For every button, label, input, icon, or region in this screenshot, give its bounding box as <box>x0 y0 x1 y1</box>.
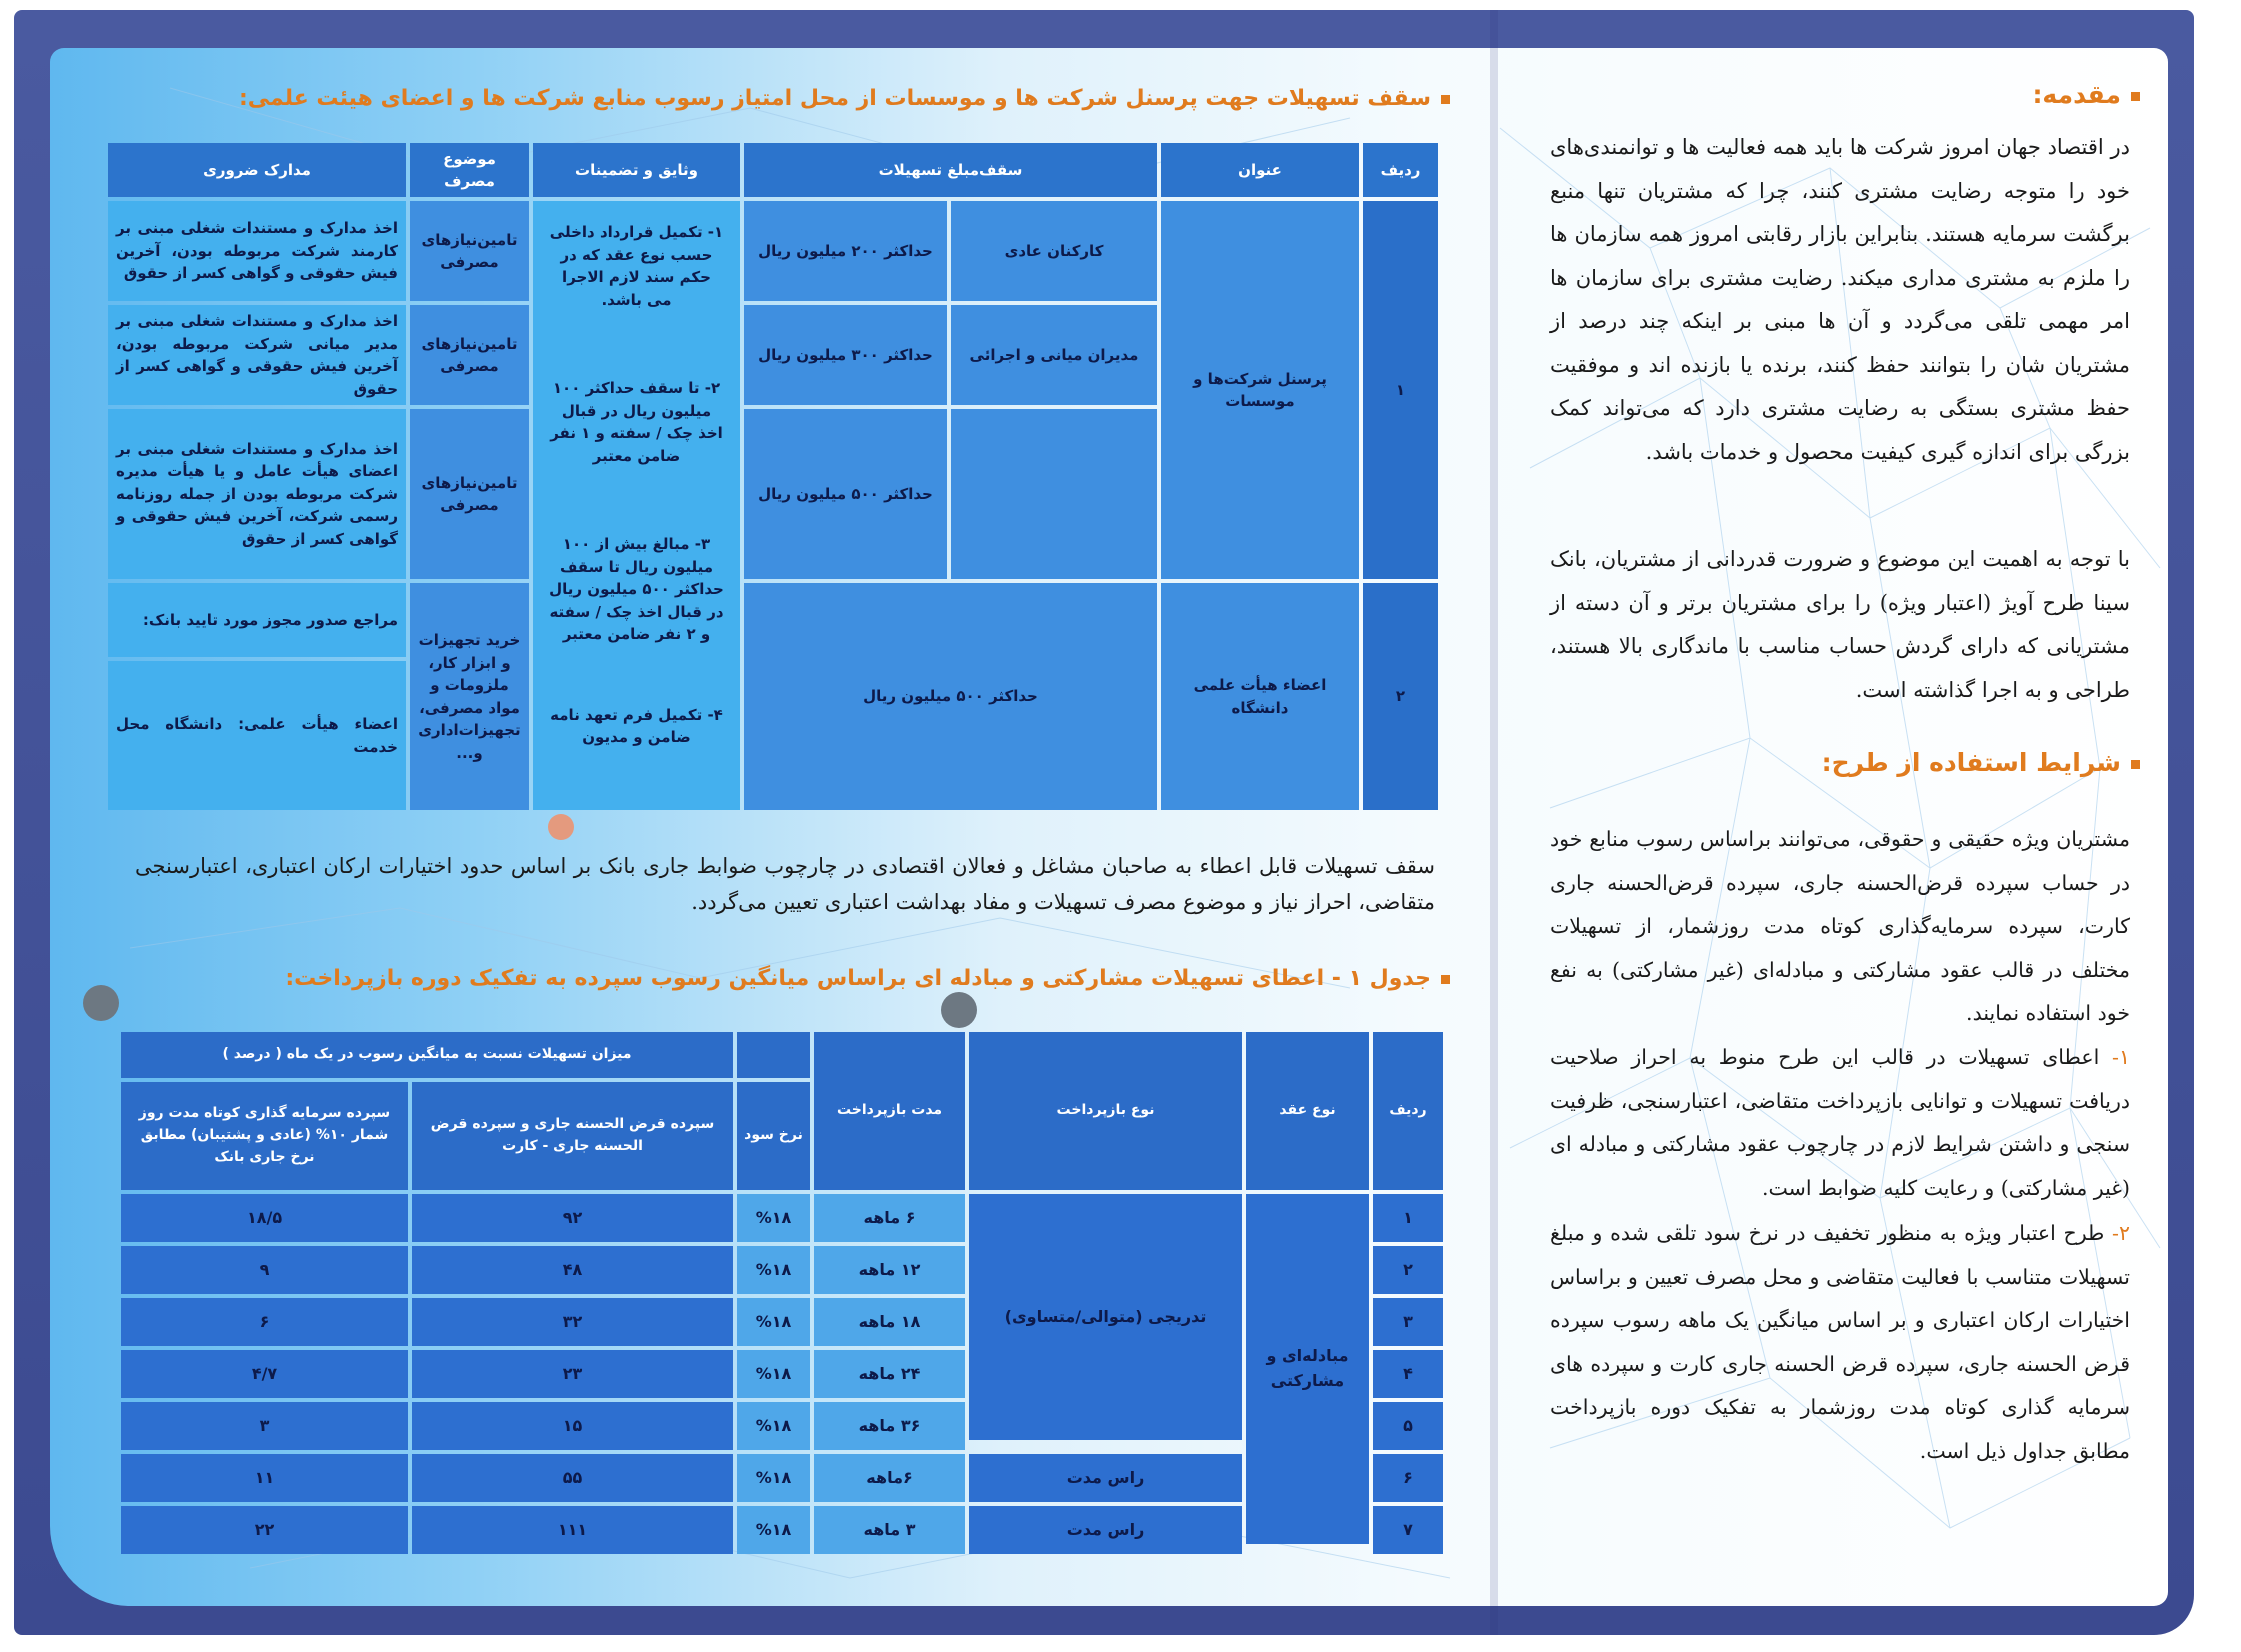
t1-usage-4: خرید تجهیزات و ابزار کار، ملزومات و مواد مصرفی، تجهیزات‌اداری و... <box>410 583 529 810</box>
t2-cell-period: ۱۲ ماهه <box>814 1246 965 1294</box>
t2-cell-rate: %۱۸ <box>737 1402 810 1450</box>
t2-cell-inv: ۶ <box>121 1298 408 1346</box>
t2-cell-rate: %۱۸ <box>737 1194 810 1242</box>
t2-cell-period: ۲۴ ماهه <box>814 1350 965 1398</box>
t2-cell-qh: ۳۲ <box>412 1298 733 1346</box>
t2-cell-rate: %۱۸ <box>737 1246 810 1294</box>
item-number: ۲- <box>2112 1221 2130 1245</box>
t1-row2-amount: حداکثر ۵۰۰ میلیون ریال <box>744 583 1157 810</box>
table2-title: جدول ۱ - اعطای تسهیلات مشارکتی و مبادله ای براساس میانگین رسوب سپرده به تفکیک دوره بازپرداخت: <box>330 966 1450 991</box>
bullet-square-icon <box>1441 95 1450 104</box>
t2-cell-period: ۳ ماهه <box>814 1506 965 1554</box>
t2-cell-num: ۴ <box>1373 1350 1443 1398</box>
t1-sub-regular-staff: کارکنان عادی <box>951 201 1157 301</box>
t1-amount-300: حداکثر ۳۰۰ میلیون ریال <box>744 305 947 405</box>
t2-cell-num: ۷ <box>1373 1506 1443 1554</box>
t1-docs-3: اخذ مدارک و مستندات شغلی مبنی بر اعضای هیأت عامل و یا هیأت مدیره شرکت مربوطه بودن از جمله روزنامه رسمی شرکت، آخرین فیش حقوقی و گواهی کسر از حقوق <box>108 409 406 579</box>
t1-header-title: عنوان <box>1161 143 1359 197</box>
t2-cell-num: ۵ <box>1373 1402 1443 1450</box>
t2-cell-inv: ۲۲ <box>121 1506 408 1554</box>
t2-cell-rate: %۱۸ <box>737 1506 810 1554</box>
t2-header-repay-type: نوع بازپرداخت <box>969 1032 1242 1190</box>
t2-header-qh: سپرده قرض الحسنه جاری و سپرده قرض الحسنه جاری - کارت <box>412 1082 733 1190</box>
t2-cell-qh: ۹۲ <box>412 1194 733 1242</box>
t2-cell-period: ۳۶ ماهه <box>814 1402 965 1450</box>
t1-sub-managers: مدیران میانی و اجرائی <box>951 305 1157 405</box>
item-text: اعطای تسهیلات در قالب این طرح منوط به احراز صلاحیت دریافت تسهیلات و توانایی بازپرداخت متقاضی، اعتبارسنجی، ظرفیت سنجی و داشتن شرایط لازم در چارچوب عقود مشارکتی و مبادله ای (غیر مشارکتی) و رعایت کلیه ضوابط است. <box>1550 1045 2130 1200</box>
t2-header-rate: نرخ سود <box>737 1082 810 1190</box>
t1-row2-title: اعضاء هیأت علمی دانشگاه <box>1161 583 1359 810</box>
t2-cell-inv: ۱۱ <box>121 1454 408 1502</box>
t2-cell-rate: %۱۸ <box>737 1350 810 1398</box>
t2-cell-qh: ۴۸ <box>412 1246 733 1294</box>
t2-cell-num: ۲ <box>1373 1246 1443 1294</box>
t2-cell-qh: ۲۳ <box>412 1350 733 1398</box>
t1-row2-num: ۲ <box>1363 583 1438 810</box>
t2-cell-inv: ۹ <box>121 1246 408 1294</box>
t2-cell-rate: %۱۸ <box>737 1298 810 1346</box>
t2-cell-inv: ۴/۷ <box>121 1350 408 1398</box>
t2-header-inv: سپرده سرمایه گذاری کوتاه مدت روز شمار ۱۰% (عادی و پشتیبان) مطابق نرخ جاری بانک <box>121 1082 408 1190</box>
intro-paragraph-1: در اقتصاد جهان امروز شرکت ها باید همه فعالیت ها و توانمندی‌های خود را متوجه رضایت مشتری کنند، چرا که مشتریان تنها منبع برگشت سرمایه هستند. بنابراین بازار رقابتی امروز همه سازمان ها را ملزم به مشتری مداری میکند. رضایت مشتری برای سازمان ها امر مهمی تلقی می‌گردد و آن ها مبنی بر اینکه چند درصد از مشتریان شان را بتوانند حفظ کنند، برنده یا بازنده اند و موفقیت حفظ مشتری بستگی به رضایت مشتری دارد که می‌تواند کمک بزرگی برای اندازه گیری کیفیت محصول و خدمات باشد. <box>1550 135 2130 464</box>
intro-paragraph-2: با توجه به اهمیت این موضوع و ضرورت قدردانی از مشتریان، بانک سینا طرح آویژ (اعتبار ویژه) را برای مشتریان برتر و آن دسته از مشتریانی که دارای گردش حساب مناسب با ماندگاری بالا هستند، طراحی و به اجرا گذاشته است. <box>1550 547 2130 702</box>
table1-title: سقف تسهیلات جهت پرسنل شرکت ها و موسسات از محل امتیاز رسوب منابع شرکت ها و اعضای هیئت علمی: <box>300 86 1450 111</box>
table2 <box>121 1028 1443 1548</box>
t2-cell-qh: ۵۵ <box>412 1454 733 1502</box>
t2-header-period: مدت بازپرداخت <box>814 1032 965 1190</box>
t1-header-collateral: وثایق و تضمینات <box>533 143 740 197</box>
t2-cell-qh: ۱۵ <box>412 1402 733 1450</box>
t2-cell-inv: ۱۸/۵ <box>121 1194 408 1242</box>
decor-dot-gray <box>83 985 119 1021</box>
t2-cell-period: ۱۸ ماهه <box>814 1298 965 1346</box>
t1-usage-3: تامین‌نیازهای مصرفی <box>410 409 529 579</box>
t1-row1-title: پرسنل شرکت‌ها و موسسات <box>1161 201 1359 579</box>
t1-collateral-column <box>533 201 740 810</box>
table1-note: سقف تسهیلات قابل اعطاء به صاحبان مشاغل و فعالان اقتصادی در چارچوب ضوابط جاری بانک بر اساس حدود اختیارات ارکان اعتباری، اعتبارسنجی متقاضی، احراز نیاز و موضوع مصرف تسهیلات و مفاد بهداشت اعتباری تعیین می‌گردد. <box>135 854 1435 914</box>
t1-usage-1: تامین‌نیازهای مصرفی <box>410 201 529 301</box>
t2-header-group: میزان تسهیلات نسبت به میانگین رسوب در یک ماه ( درصد ) <box>121 1032 733 1078</box>
t2-cell-num: ۱ <box>1373 1194 1443 1242</box>
t2-cell-repay: راس مدت <box>969 1506 1242 1554</box>
t2-cell-period: ۶ ماهه <box>814 1194 965 1242</box>
t1-docs-4: مراجع صدور مجوز مورد تایید بانک: <box>108 583 406 657</box>
bullet-square-icon <box>2131 92 2140 101</box>
bullet-square-icon <box>2131 760 2140 769</box>
conditions-paragraph-2 <box>1550 1036 2130 1210</box>
bullet-square-icon <box>1441 975 1450 984</box>
t2-header-contract: نوع عقد <box>1246 1032 1369 1190</box>
t1-docs-5: اعضاء هیأت علمی: دانشگاه محل خدمت <box>108 661 406 810</box>
t1-header-ceiling: سقف‌مبلغ تسهیلات <box>744 143 1157 197</box>
page-fold <box>1490 10 1498 1635</box>
t2-header-row: ردیف <box>1373 1032 1443 1190</box>
t2-cell-repay: راس مدت <box>969 1454 1242 1502</box>
t1-header-usage: موضوع مصرف <box>410 143 529 197</box>
conditions-title: شرایط استفاده از طرح: <box>1760 748 2140 777</box>
t2-contract-merged: مبادله‌ای و مشارکتی <box>1246 1194 1369 1544</box>
t1-docs-2: اخذ مدارک و مستندات شغلی مبنی بر مدیر میانی شرکت مربوطه بودن، آخرین فیش حقوقی و گواهی کسر از حقوق <box>108 305 406 405</box>
t2-header-rate-top <box>737 1032 810 1078</box>
t1-amount-200: حداکثر ۲۰۰ میلیون ریال <box>744 201 947 301</box>
t1-row1-num: ۱ <box>1363 201 1438 579</box>
t2-cell-num: ۳ <box>1373 1298 1443 1346</box>
t2-cell-num: ۶ <box>1373 1454 1443 1502</box>
t1-docs-1: اخذ مدارک و مستندات شغلی مبنی بر کارمند شرکت مربوطه بودن، آخرین فیش حقوقی و گواهی کسر از حقوق <box>108 201 406 301</box>
t1-usage-2: تامین‌نیازهای مصرفی <box>410 305 529 405</box>
t1-header-row: ردیف <box>1363 143 1438 197</box>
t2-repay-merged: تدریجی (متوالی/متساوی) <box>969 1194 1242 1440</box>
t1-collateral-1: ۱- تکمیل قرارداد داخلی حسب نوع عقد که در حکم سند لازم الاجرا می باشد. <box>549 223 724 309</box>
item-text: طرح اعتبار ویژه به منظور تخفیف در نرخ سود تلقی شده و مبلغ تسهیلات متناسب با فعالیت متقاضی و محل مصرف تعیین و براساس اختیارات ارکان اعتباری و بر اساس میانگین یک ماهه رسوب سپرده قرض الحسنه جاری، سپرده قرض الحسنه جاری کارت و سپرده های سرمایه گذاری کوتاه مدت روزشمار به تفکیک دوره بازپرداخت مطابق جداول ذیل است. <box>1550 1221 2130 1463</box>
item-number: ۱- <box>2112 1045 2130 1069</box>
conditions-paragraph-1: مشتریان ویژه حقیقی و حقوقی، می‌توانند براساس رسوب منابع خود در حساب سپرده قرض‌الحسنه جاری، سپرده قرض‌الحسنه جاری کارت، سپرده سرمایه‌گذاری کوتاه مدت روزشمار، از تسهیلات مختلف در قالب عقود مشارکتی و مبادله‌ای (غیر مشارکتی) به نفع خود استفاده نمایند. <box>1550 827 2130 1025</box>
t2-cell-inv: ۳ <box>121 1402 408 1450</box>
t2-cell-period: ۶ماهه <box>814 1454 965 1502</box>
t2-cell-qh: ۱۱۱ <box>412 1506 733 1554</box>
t1-collateral-3: ۳- مبالغ بیش از ۱۰۰ میلیون ریال تا سقف حداکثر ۵۰۰ میلیون ریال در قبال اخذ چک / سفته و ۲ نفر ضامن معتبر <box>549 535 724 643</box>
t1-collateral-2: ۲- تا سقف حداکثر ۱۰۰ میلیون ریال در قبال اخذ چک / سفته و ۱ نفر ضامن معتبر <box>550 379 723 465</box>
intro-title: مقدمه: <box>1780 80 2140 109</box>
decor-dot-gray <box>941 992 977 1028</box>
t1-sub-empty <box>951 409 1157 579</box>
t1-collateral-4: ۴- تکمیل فرم تعهد نامه ضامن و مدیون <box>550 705 723 746</box>
table1 <box>108 143 1438 810</box>
t2-cell-rate: %۱۸ <box>737 1454 810 1502</box>
conditions-paragraph-3 <box>1550 1212 2130 1473</box>
t1-header-docs: مدارک ضروری <box>108 143 406 197</box>
t1-amount-500: حداکثر ۵۰۰ میلیون ریال <box>744 409 947 579</box>
decor-dot-orange <box>548 814 574 840</box>
